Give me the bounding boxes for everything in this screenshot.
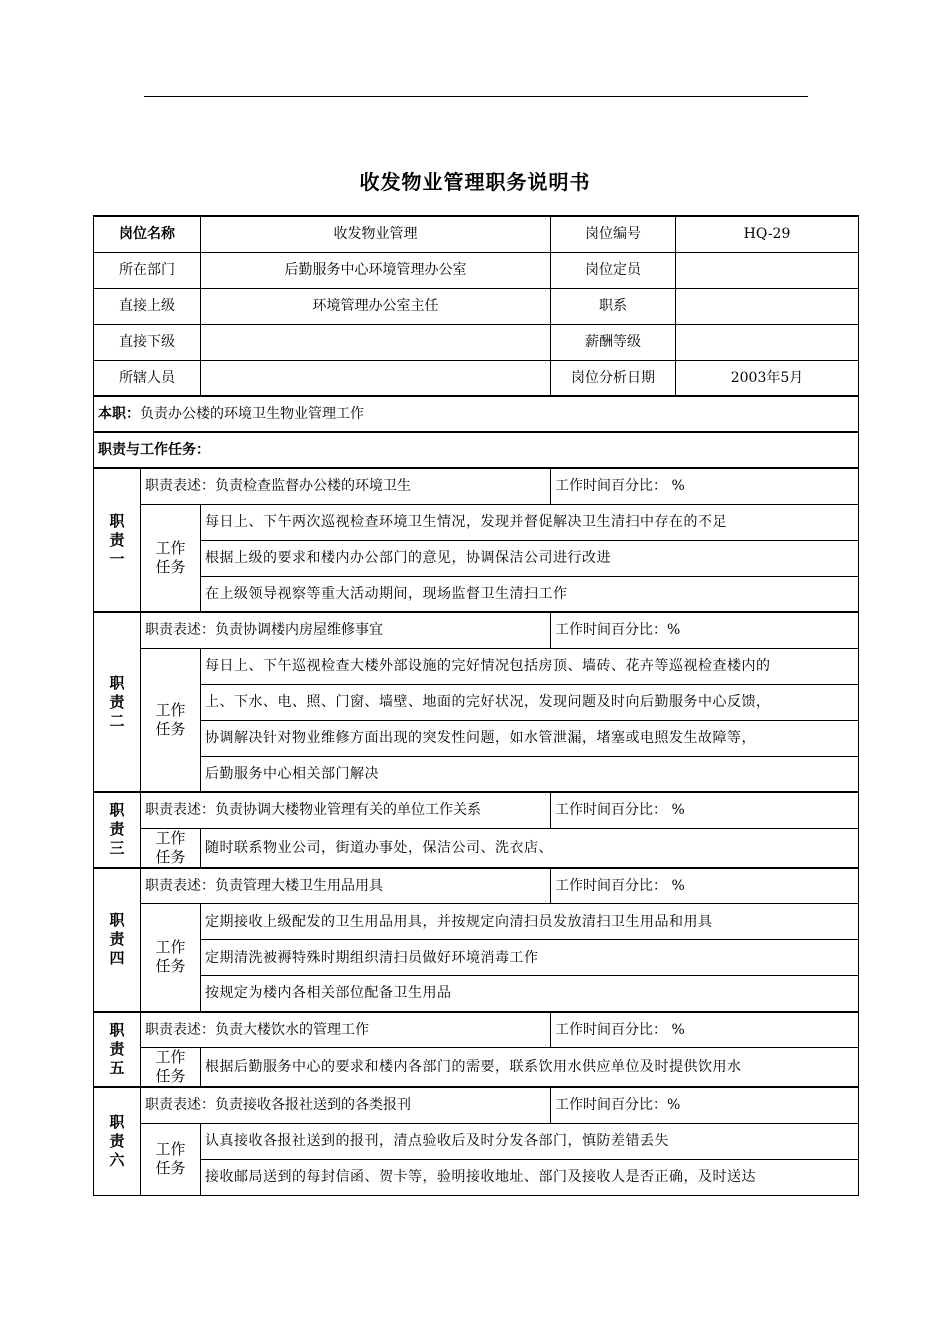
task-row — [94, 720, 859, 756]
work-task-label — [141, 904, 201, 1012]
duty-label-char: 责 — [109, 1131, 125, 1150]
task-row — [94, 576, 859, 612]
core-duty-text: 负责办公楼的环境卫生物业管理工作 — [140, 406, 364, 422]
duty-label-char: 五 — [109, 1058, 125, 1077]
work-time-percentage: 工作时间百分比： % — [551, 868, 859, 904]
label-headcount: 岗位定员 — [551, 252, 676, 288]
task-item: 根据上级的要求和楼内办公部门的意见，协调保洁公司进行改进 — [201, 540, 859, 576]
task-row — [94, 1048, 859, 1088]
task-item: 每日上、下午巡视检查大楼外部设施的完好情况包括房顶、墙砖、花卉等巡视检查楼内的 — [201, 648, 859, 684]
duty-label-char: 职 — [109, 511, 125, 530]
task-row — [94, 1159, 859, 1195]
task-row — [94, 756, 859, 792]
task-item: 根据后勤服务中心的要求和楼内各部门的需要，联系饮用水供应单位及时提供饮用水 — [201, 1048, 859, 1088]
task-item: 每日上、下午两次巡视检查环境卫生情况，发现并督促解决卫生清扫中存在的不足 — [201, 504, 859, 540]
duty-row — [94, 792, 859, 828]
duties-section-header: 职责与工作任务： — [94, 432, 859, 468]
duty-label-char: 责 — [109, 820, 125, 839]
work-task-label-line: 工作 — [155, 938, 186, 957]
duty-label-char: 职 — [109, 673, 125, 692]
work-task-label-line: 任务 — [155, 1159, 186, 1177]
duty-label-char: 六 — [109, 1150, 125, 1169]
label-position-code: 岗位编号 — [551, 216, 676, 252]
task-item: 随时联系物业公司，街道办事处，保洁公司、洗衣店、 — [201, 828, 859, 868]
duty-label-char: 三 — [109, 839, 125, 858]
work-task-label-line: 工作 — [155, 1140, 186, 1158]
work-task-label — [141, 504, 201, 612]
work-task-label — [141, 648, 201, 792]
work-task-label — [141, 1123, 201, 1195]
duty-description: 职责表述：负责协调楼内房屋维修事宜 — [141, 612, 551, 648]
duty-row — [94, 612, 859, 648]
task-row — [94, 940, 859, 976]
value-position-name: 收发物业管理 — [201, 216, 551, 252]
value-department: 后勤服务中心环境管理办公室 — [201, 252, 551, 288]
duty-label-char: 职 — [109, 1112, 125, 1131]
duty-label-char: 责 — [109, 692, 125, 711]
task-row — [94, 504, 859, 540]
job-description-table — [93, 215, 859, 1196]
task-item: 协调解决针对物业维修方面出现的突发性问题，如水管泄漏，堵塞或电照发生故障等， — [201, 720, 859, 756]
task-item: 上、下水、电、照、门窗、墙壁、地面的完好状况，发现问题及时向后勤服务中心反馈， — [201, 684, 859, 720]
core-duty-label: 本职： — [98, 406, 140, 422]
task-item: 后勤服务中心相关部门解决 — [201, 756, 859, 792]
work-time-percentage: 工作时间百分比：% — [551, 612, 859, 648]
task-row — [94, 904, 859, 940]
header-rule — [144, 96, 808, 97]
task-row — [94, 540, 859, 576]
label-superior: 直接上级 — [94, 288, 201, 324]
label-analysis-date: 岗位分析日期 — [551, 360, 676, 396]
duty-label — [94, 792, 141, 868]
task-item: 定期接收上级配发的卫生用品用具，并按规定向清扫员发放清扫卫生用品和用具 — [201, 904, 859, 940]
duty-description: 职责表述：负责接收各报社送到的各类报刊 — [141, 1087, 551, 1123]
duty-row — [94, 1087, 859, 1123]
value-headcount — [676, 252, 859, 288]
task-row — [94, 976, 859, 1012]
duty-label-char: 一 — [109, 549, 125, 568]
duty-description: 职责表述：负责管理大楼卫生用品用具 — [141, 868, 551, 904]
work-task-label-line: 任务 — [155, 557, 186, 576]
duty-label — [94, 612, 141, 792]
task-item: 接收邮局送到的每封信函、贺卡等，验明接收地址、部门及接收人是否正确，及时送达 — [201, 1159, 859, 1195]
label-subordinate: 直接下级 — [94, 324, 201, 360]
label-staff: 所辖人员 — [94, 360, 201, 396]
task-row — [94, 648, 859, 684]
label-pay-grade: 薪酬等级 — [551, 324, 676, 360]
duty-label — [94, 1012, 141, 1088]
work-task-label-line: 任务 — [155, 847, 186, 866]
work-task-label-line: 工作 — [155, 700, 186, 719]
duty-label-char: 职 — [109, 1020, 125, 1039]
page-title: 收发物业管理职务说明书 — [359, 170, 591, 194]
value-pay-grade — [676, 324, 859, 360]
value-staff — [201, 360, 551, 396]
duty-description: 职责表述：负责大楼饮水的管理工作 — [141, 1012, 551, 1048]
work-task-label-line: 工作 — [155, 538, 186, 557]
task-row — [94, 684, 859, 720]
duty-label-char: 职 — [109, 801, 125, 820]
duty-row — [94, 468, 859, 504]
duty-label — [94, 868, 141, 1012]
core-duty-row — [94, 396, 859, 432]
task-item: 定期清洗被褥特殊时期组织清扫员做好环境消毒工作 — [201, 940, 859, 976]
task-item: 认真接收各报社送到的报刊，清点验收后及时分发各部门，慎防差错丢失 — [201, 1123, 859, 1159]
value-subordinate — [201, 324, 551, 360]
work-time-percentage: 工作时间百分比： % — [551, 468, 859, 504]
work-time-percentage: 工作时间百分比： % — [551, 1012, 859, 1048]
duty-description: 职责表述：负责检查监督办公楼的环境卫生 — [141, 468, 551, 504]
task-row — [94, 1123, 859, 1159]
duty-label-char: 责 — [109, 530, 125, 549]
duty-label-char: 四 — [109, 949, 125, 967]
duty-label — [94, 1087, 141, 1195]
duty-label-char: 职 — [109, 911, 125, 929]
value-analysis-date: 2003年5月 — [676, 360, 859, 396]
work-time-percentage: 工作时间百分比：% — [551, 1087, 859, 1123]
task-item: 在上级领导视察等重大活动期间，现场监督卫生清扫工作 — [201, 576, 859, 612]
work-task-label-line: 任务 — [155, 719, 186, 738]
duty-description: 职责表述：负责协调大楼物业管理有关的单位工作关系 — [141, 792, 551, 828]
label-job-family: 职系 — [551, 288, 676, 324]
value-superior: 环境管理办公室主任 — [201, 288, 551, 324]
duty-label-char: 二 — [109, 711, 125, 730]
task-item: 按规定为楼内各相关部位配备卫生用品 — [201, 976, 859, 1012]
work-task-label-line: 任务 — [155, 1067, 186, 1085]
work-task-label-line: 工作 — [155, 828, 186, 847]
work-task-label — [141, 828, 201, 868]
duty-label-char: 责 — [109, 930, 125, 948]
work-task-label-line: 任务 — [155, 957, 186, 976]
work-task-label-line: 工作 — [155, 1048, 186, 1066]
duty-label — [94, 468, 141, 612]
value-job-family — [676, 288, 859, 324]
label-position-name: 岗位名称 — [94, 216, 201, 252]
duty-row — [94, 868, 859, 904]
task-row — [94, 828, 859, 868]
work-time-percentage: 工作时间百分比： % — [551, 792, 859, 828]
duty-label-char: 责 — [109, 1039, 125, 1058]
value-position-code: HQ-29 — [676, 216, 859, 252]
work-task-label — [141, 1048, 201, 1088]
duty-row — [94, 1012, 859, 1048]
label-department: 所在部门 — [94, 252, 201, 288]
